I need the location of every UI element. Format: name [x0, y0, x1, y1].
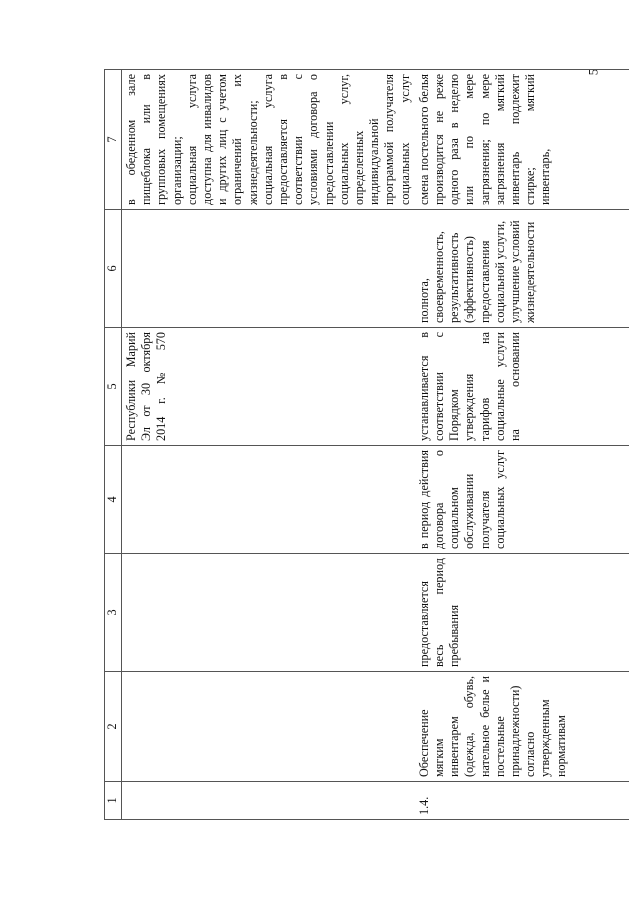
row-number: 1.4. — [415, 782, 629, 820]
services-table — [104, 69, 629, 820]
header-col-1: 1 — [105, 782, 122, 820]
service-name-cell: Обеспечение мягким инвентарем (одежда, обувь, нательное белье и постельные принадлежности) согласно утвержденным нормативам — [415, 672, 629, 782]
header-col-4: 4 — [105, 446, 122, 554]
service-conditions-cell: смена постельного белья производится не реже одного раза в неделю или по мере загрязнения; по мере загрязнения мягкий инвентарь подлежит стирке; мягкий инвентарь, — [415, 70, 629, 210]
header-col-5: 5 — [105, 328, 122, 446]
table-row — [415, 70, 629, 820]
page-number: 5 — [584, 68, 600, 76]
header-col-2: 2 — [105, 672, 122, 782]
rotated-page-content — [104, 70, 568, 820]
header-col-3: 3 — [105, 554, 122, 672]
service-quality-cell: полнота, своевременность, результативность (эффективность) предоставления социальной услуги, улучшение условий жизнедеятельности — [415, 210, 629, 328]
header-col-7: 7 — [105, 70, 122, 210]
service-tariff-cell: устанавливается в соответствии с Порядком утверждения тарифов на социальные услуги на основании — [415, 328, 629, 446]
continuation-col-5: Республики Марий Эл от 30 октября 2014 г. № 570 — [122, 328, 415, 446]
continuation-col-7: в обеденном зале пищеблока или в групповых помещениях организации; социальная услуга доступна для инвалидов и других лиц с учетом ограничений их жизнедеятельности; социальная услуга предоставляется в соответствии с условиями договора о предоставлении социальных услуг, определенных индивидуальной программой получателя социальных услуг — [122, 70, 415, 210]
table-row-continuation — [122, 70, 415, 820]
service-volume-cell: предоставляется весь период пребывания — [415, 554, 629, 672]
table-header-row — [105, 70, 122, 820]
header-col-6: 6 — [105, 210, 122, 328]
service-term-cell: в период действия договора о социальном обслуживании получателя социальных услуг — [415, 446, 629, 554]
